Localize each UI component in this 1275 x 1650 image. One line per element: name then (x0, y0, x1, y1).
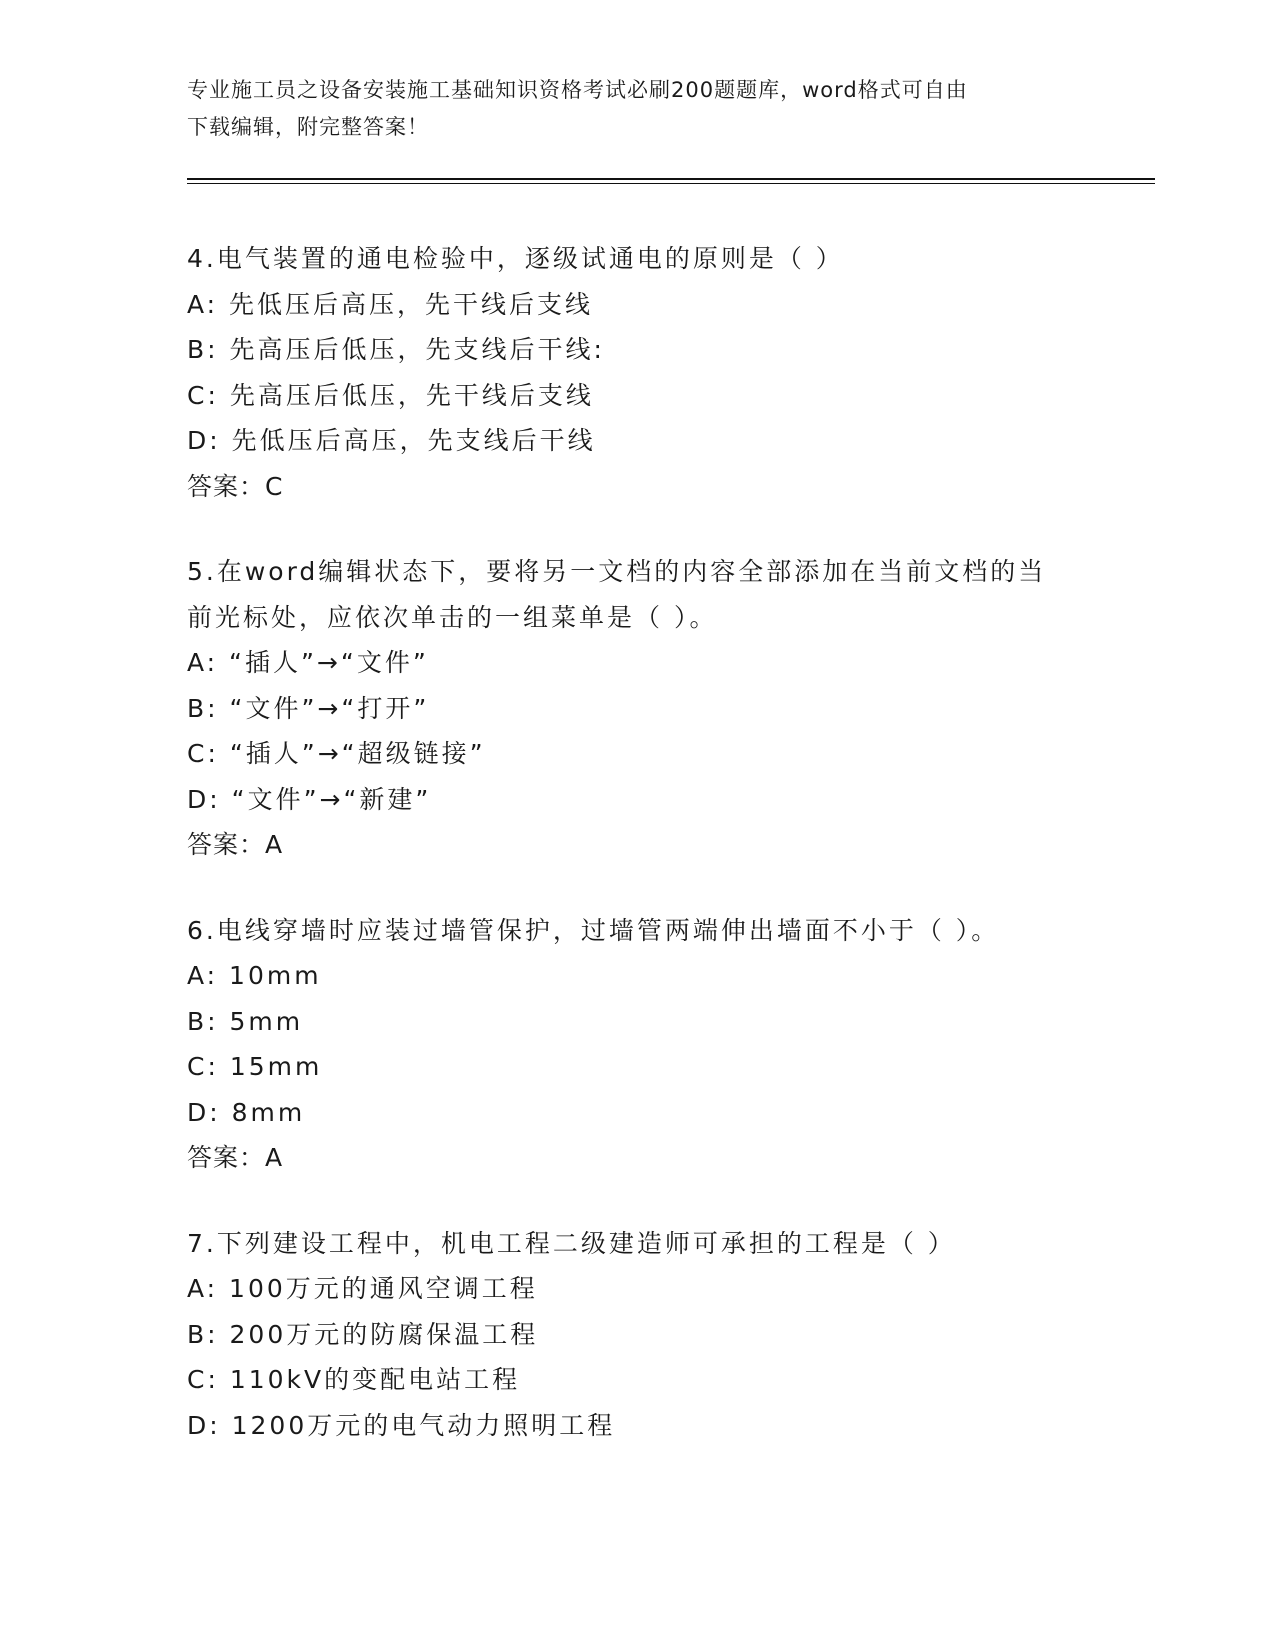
option-b: B: 5mm (187, 1006, 304, 1036)
question-stem-line2: 前光标处，应依次单击的一组菜单是（ ）。 (187, 602, 718, 632)
question-stem: 7.下列建设工程中，机电工程二级建造师可承担的工程是（ ） (187, 1228, 956, 1258)
option-a: A: “插人”→“文件” (187, 648, 429, 677)
option-b: B: 200万元的防腐保温工程 (187, 1319, 539, 1349)
option-d: D: “文件”→“新建” (187, 784, 432, 814)
header-title-line2: 下载编辑，附完整答案！ (187, 115, 429, 139)
option-d: D: 先低压后高压，先支线后干线 (187, 426, 596, 455)
option-b: B: 先高压后低压，先支线后干线: (187, 335, 605, 364)
option-a: A: 先低压后高压，先干线后支线 (187, 289, 594, 319)
option-c: C: 110kV的变配电站工程 (187, 1365, 521, 1394)
answer: 答案：A (187, 830, 284, 859)
question-stem: 6.电线穿墙时应装过墙管保护，过墙管两端伸出墙面不小于（ ）。 (187, 915, 1000, 945)
page-header (187, 72, 1087, 146)
option-a: A: 10mm (187, 961, 322, 990)
question-5 (187, 549, 1087, 868)
answer: 答案：C (187, 471, 284, 501)
option-d: D: 1200万元的电气动力照明工程 (187, 1410, 616, 1440)
header-divider (187, 178, 1155, 180)
option-c: C: 先高压后低压，先干线后支线 (187, 380, 594, 410)
option-c: C: 15mm (187, 1052, 323, 1081)
question-stem-line1: 5.在word编辑状态下，要将另一文档的内容全部添加在当前文档的当 (187, 557, 1047, 586)
question-stem: 4.电气装置的通电检验中，逐级试通电的原则是（ ） (187, 244, 844, 273)
question-4 (187, 236, 1087, 509)
header-title-line1: 专业施工员之设备安装施工基础知识资格考试必刷200题题库，word格式可自由 (187, 78, 968, 102)
question-6 (187, 908, 1087, 1181)
option-d: D: 8mm (187, 1097, 306, 1127)
header-divider-thin (187, 183, 1155, 184)
option-c: C: “插人”→“超级链接” (187, 739, 486, 768)
question-list (187, 236, 1087, 1488)
answer: 答案：A (187, 1143, 284, 1172)
option-a: A: 100万元的通风空调工程 (187, 1274, 538, 1303)
option-b: B: “文件”→“打开” (187, 693, 430, 723)
question-7 (187, 1221, 1087, 1449)
